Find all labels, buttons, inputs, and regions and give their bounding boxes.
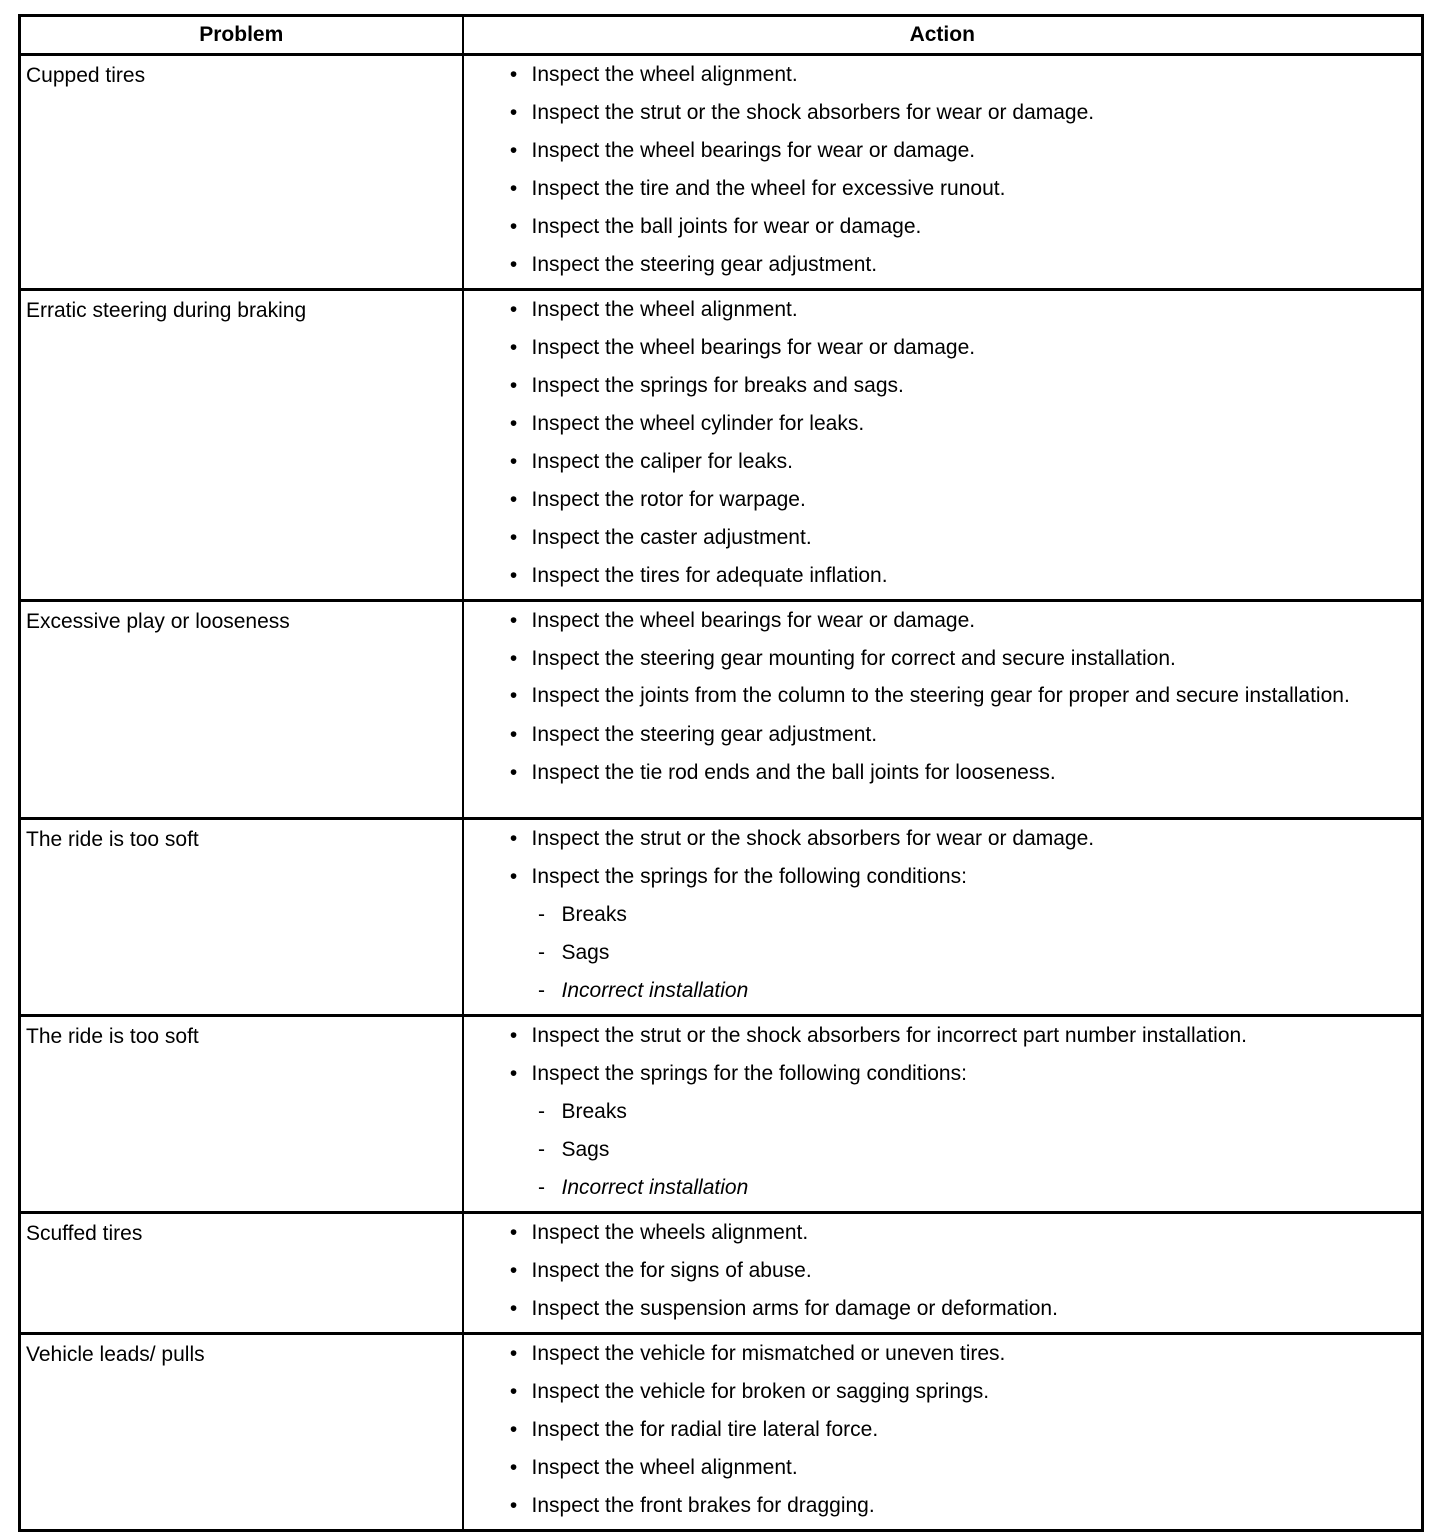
bullet-icon: • [509, 139, 518, 162]
action-item [464, 60, 1412, 90]
action-list [464, 824, 1412, 1006]
action-item [464, 485, 1412, 515]
action-text: Inspect the wheel cylinder for leaks. [531, 412, 865, 435]
problem-cell: Scuffed tires [20, 1213, 463, 1334]
action-text: Inspect the wheel bearings for wear or damage. [531, 336, 976, 359]
action-cell [463, 1016, 1423, 1213]
action-text: Inspect the joints from the column to the steering gear for proper and secure installation. [531, 684, 1350, 707]
sub-item-text: Sags [561, 1138, 610, 1161]
action-cell [463, 819, 1423, 1016]
sub-item [464, 1173, 1412, 1203]
bullet-icon: • [509, 488, 518, 511]
action-text: Inspect the tire and the wheel for excessive runout. [531, 177, 1006, 200]
problem-cell: The ride is too soft [20, 819, 463, 1016]
action-text: Inspect the vehicle for mismatched or uneven tires. [531, 1342, 1006, 1365]
action-item [464, 1218, 1412, 1248]
action-text: Inspect the for signs of abuse. [531, 1259, 812, 1282]
table-row [20, 601, 1423, 819]
dash-icon: - [538, 903, 545, 926]
bullet-icon: • [509, 101, 518, 124]
sub-item [464, 900, 1412, 930]
action-item [464, 1339, 1412, 1369]
action-text: Inspect the wheel alignment. [531, 63, 798, 86]
action-text: Inspect the suspension arms for damage or deformation. [531, 1297, 1058, 1320]
action-item [464, 409, 1412, 439]
action-item [464, 1377, 1412, 1407]
table-row [20, 1016, 1423, 1213]
bullet-icon: • [509, 1342, 518, 1365]
table-row [20, 1334, 1423, 1531]
bullet-icon: • [509, 253, 518, 276]
action-item [464, 371, 1412, 401]
action-cell [463, 601, 1423, 819]
action-item [464, 644, 1412, 674]
action-cell [463, 55, 1423, 290]
action-text: Inspect the strut or the shock absorbers for wear or damage. [531, 827, 1095, 850]
action-text: Inspect the steering gear adjustment. [531, 253, 878, 276]
action-list [464, 1339, 1412, 1521]
action-text: Inspect the wheel alignment. [531, 1456, 798, 1479]
action-list [464, 1218, 1412, 1324]
action-text: Inspect the strut or the shock absorbers for incorrect part number installation. [531, 1024, 1248, 1047]
action-item [464, 1294, 1412, 1324]
action-list [464, 1021, 1412, 1203]
action-item [464, 174, 1412, 204]
action-text: Inspect the wheel bearings for wear or damage. [531, 139, 976, 162]
dash-icon: - [538, 1176, 545, 1199]
bullet-icon: • [509, 1494, 518, 1517]
bullet-icon: • [509, 564, 518, 587]
action-text: Inspect the wheels alignment. [531, 1221, 809, 1244]
sub-item [464, 938, 1412, 968]
action-item [464, 1059, 1412, 1089]
dash-icon: - [538, 1100, 545, 1123]
action-item [464, 1415, 1412, 1445]
action-item [464, 606, 1412, 636]
action-text: Inspect the springs for the following conditions: [531, 865, 967, 888]
bullet-icon: • [509, 1418, 518, 1441]
sub-item [464, 976, 1412, 1006]
bullet-icon: • [509, 1380, 518, 1403]
action-item [464, 1491, 1412, 1521]
bullet-icon: • [509, 1456, 518, 1479]
action-text: Inspect the strut or the shock absorbers for wear or damage. [531, 101, 1095, 124]
sub-item-text: Incorrect installation [561, 979, 749, 1002]
problem-column-header: Problem [20, 16, 463, 55]
action-text: Inspect the rotor for warpage. [531, 488, 806, 511]
action-item [464, 212, 1412, 242]
bullet-icon: • [509, 684, 518, 707]
bullet-icon: • [509, 412, 518, 435]
action-text: Inspect the for radial tire lateral force. [531, 1418, 879, 1441]
sub-item-text: Breaks [561, 903, 627, 926]
bullet-icon: • [509, 647, 518, 670]
table-row [20, 1213, 1423, 1334]
action-text: Inspect the vehicle for broken or sagging springs. [531, 1380, 990, 1403]
action-text: Inspect the tie rod ends and the ball joints for looseness. [531, 761, 1056, 784]
action-item [464, 333, 1412, 363]
action-cell [463, 1213, 1423, 1334]
action-text: Inspect the front brakes for dragging. [531, 1494, 875, 1517]
sub-item-text: Sags [561, 941, 610, 964]
action-text: Inspect the springs for the following conditions: [531, 1062, 967, 1085]
bullet-icon: • [509, 215, 518, 238]
dash-icon: - [538, 1138, 545, 1161]
action-text: Inspect the wheel alignment. [531, 298, 798, 321]
dash-icon: - [538, 941, 545, 964]
bullet-icon: • [509, 1024, 518, 1047]
header-row [20, 16, 1423, 55]
action-item [464, 862, 1412, 892]
action-item [464, 250, 1412, 280]
problem-cell: Erratic steering during braking [20, 290, 463, 601]
action-text: Inspect the ball joints for wear or damage. [531, 215, 922, 238]
problem-cell: Vehicle leads/ pulls [20, 1334, 463, 1531]
action-item [464, 1021, 1412, 1051]
table-row [20, 55, 1423, 290]
action-column-header: Action [463, 16, 1423, 55]
action-item [464, 98, 1412, 128]
problem-cell: Excessive play or looseness [20, 601, 463, 819]
action-list [464, 606, 1412, 788]
bullet-icon: • [509, 374, 518, 397]
bullet-icon: • [509, 298, 518, 321]
bullet-icon: • [509, 450, 518, 473]
bullet-icon: • [509, 1221, 518, 1244]
bullet-icon: • [509, 1297, 518, 1320]
diagnosis-table-container [18, 14, 1421, 1532]
dash-icon: - [538, 979, 545, 1002]
action-cell [463, 1334, 1423, 1531]
table-body [20, 55, 1423, 1531]
sub-item [464, 1097, 1412, 1127]
table-row [20, 819, 1423, 1016]
bullet-icon: • [509, 827, 518, 850]
action-item [464, 1256, 1412, 1286]
action-item [464, 824, 1412, 854]
action-item [464, 682, 1412, 712]
bullet-icon: • [509, 526, 518, 549]
bullet-icon: • [509, 761, 518, 784]
bullet-icon: • [509, 177, 518, 200]
action-item [464, 136, 1412, 166]
action-text: Inspect the wheel bearings for wear or damage. [531, 609, 976, 632]
action-list [464, 295, 1412, 591]
action-text: Inspect the caster adjustment. [531, 526, 812, 549]
action-text: Inspect the springs for breaks and sags. [531, 374, 904, 397]
action-text: Inspect the tires for adequate inflation. [531, 564, 888, 587]
bullet-icon: • [509, 1259, 518, 1282]
table-row [20, 290, 1423, 601]
bullet-icon: • [509, 865, 518, 888]
problem-cell: Cupped tires [20, 55, 463, 290]
action-item [464, 295, 1412, 325]
action-item [464, 561, 1412, 591]
diagnosis-table [18, 14, 1424, 1532]
action-text: Inspect the caliper for leaks. [531, 450, 793, 473]
action-item [464, 1453, 1412, 1483]
action-list [464, 60, 1412, 280]
action-item [464, 523, 1412, 553]
bullet-icon: • [509, 1062, 518, 1085]
bullet-icon: • [509, 63, 518, 86]
bullet-icon: • [509, 723, 518, 746]
action-item [464, 447, 1412, 477]
sub-item [464, 1135, 1412, 1165]
action-cell [463, 290, 1423, 601]
sub-item-text: Incorrect installation [561, 1176, 749, 1199]
action-text: Inspect the steering gear adjustment. [531, 723, 878, 746]
action-text: Inspect the steering gear mounting for correct and secure installation. [531, 647, 1176, 670]
action-item [464, 758, 1412, 788]
sub-item-text: Breaks [561, 1100, 627, 1123]
bullet-icon: • [509, 609, 518, 632]
action-item [464, 720, 1412, 750]
bullet-icon: • [509, 336, 518, 359]
problem-cell: The ride is too soft [20, 1016, 463, 1213]
